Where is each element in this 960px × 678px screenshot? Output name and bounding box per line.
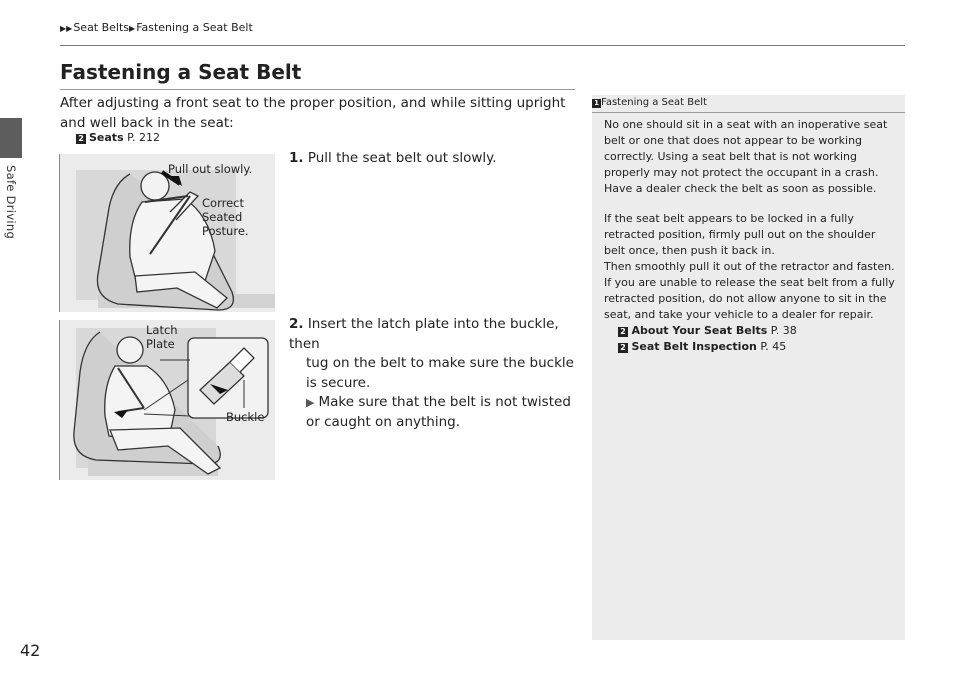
title-divider xyxy=(60,89,575,90)
sidebar-text xyxy=(604,117,899,355)
figure-insert-latch xyxy=(59,320,275,480)
about-seat-belts-reference[interactable] xyxy=(604,323,899,339)
header-divider xyxy=(60,45,905,46)
reference-arrow-icon: 2 xyxy=(618,343,628,353)
step-2-subnote xyxy=(289,393,579,432)
sidebar-paragraph-1: No one should sit in a seat with an inoperative seat belt or one that does not appear to be working correctly. Using a seat belt that is not working properly may not protect the occupant in a crash. Have a dealer check the belt as soon as possible. xyxy=(604,118,888,195)
breadcrumb xyxy=(60,21,253,34)
step-1-text: Pull the seat belt out slowly. xyxy=(307,150,497,166)
note-arrow-icon: ▶ xyxy=(306,396,315,409)
seats-reference-page: P. 212 xyxy=(127,131,161,144)
intro-text: After adjusting a front seat to the proper position, and while sitting upright and well back in the seat: xyxy=(60,95,566,131)
breadcrumb-arrow-icon: ▶ xyxy=(129,24,136,33)
step-2 xyxy=(289,315,579,432)
breadcrumb-arrow-icon: ▶▶ xyxy=(60,24,73,33)
sidebar-heading xyxy=(592,97,707,108)
seats-reference[interactable] xyxy=(76,131,160,144)
about-seat-belts-page: P. 38 xyxy=(770,324,797,337)
label-buckle: Buckle xyxy=(226,410,265,424)
breadcrumb-item-fastening[interactable]: Fastening a Seat Belt xyxy=(136,21,253,34)
section-tab xyxy=(0,118,22,158)
sidebar-paragraph-3: Then smoothly pull it out of the retractor and fasten. If you are unable to release the seat belt from a fully retracted position, do not allow anyone to sit in the seat, and take your vehicle to a dealer for repair. xyxy=(604,260,895,321)
sidebar-heading-text: Fastening a Seat Belt xyxy=(601,97,707,108)
page-number: 42 xyxy=(20,641,41,660)
reference-arrow-icon: 2 xyxy=(618,327,628,337)
step-2-subnote-text: Make sure that the belt is not twisted or caught on anything. xyxy=(306,394,571,430)
step-1 xyxy=(289,149,497,169)
sidebar-paragraph-2: If the seat belt appears to be locked in a fully retracted position, firmly pull out on the shoulder belt once, then push it back in. xyxy=(604,212,876,257)
label-pull-out-slowly: Pull out slowly. xyxy=(168,162,253,176)
breadcrumb-item-seat-belts[interactable]: Seat Belts xyxy=(73,21,130,34)
seat-belt-inspection-reference[interactable] xyxy=(604,339,899,355)
step-2-text-rest: tug on the belt to make sure the buckle is secure. xyxy=(306,355,574,391)
figure-pull-belt xyxy=(59,154,275,312)
seat-belt-inspection-page: P. 45 xyxy=(760,340,787,353)
about-seat-belts-label: About Your Seat Belts xyxy=(631,324,768,337)
step-2-number: 2. xyxy=(289,316,304,332)
step-1-number: 1. xyxy=(289,150,304,166)
sidebar-divider xyxy=(592,112,905,113)
label-latch-plate: Latch Plate xyxy=(146,323,178,351)
page-title: Fastening a Seat Belt xyxy=(60,60,302,84)
seats-reference-label: Seats xyxy=(89,131,124,144)
seat-belt-inspection-label: Seat Belt Inspection xyxy=(631,340,757,353)
section-label: Safe Driving xyxy=(4,165,18,240)
sidebar-marker-icon: 1 xyxy=(592,99,601,108)
step-2-text-first: Insert the latch plate into the buckle, then xyxy=(289,316,559,352)
label-correct-posture: Correct Seated Posture. xyxy=(202,196,249,238)
reference-arrow-icon: 2 xyxy=(76,134,86,144)
